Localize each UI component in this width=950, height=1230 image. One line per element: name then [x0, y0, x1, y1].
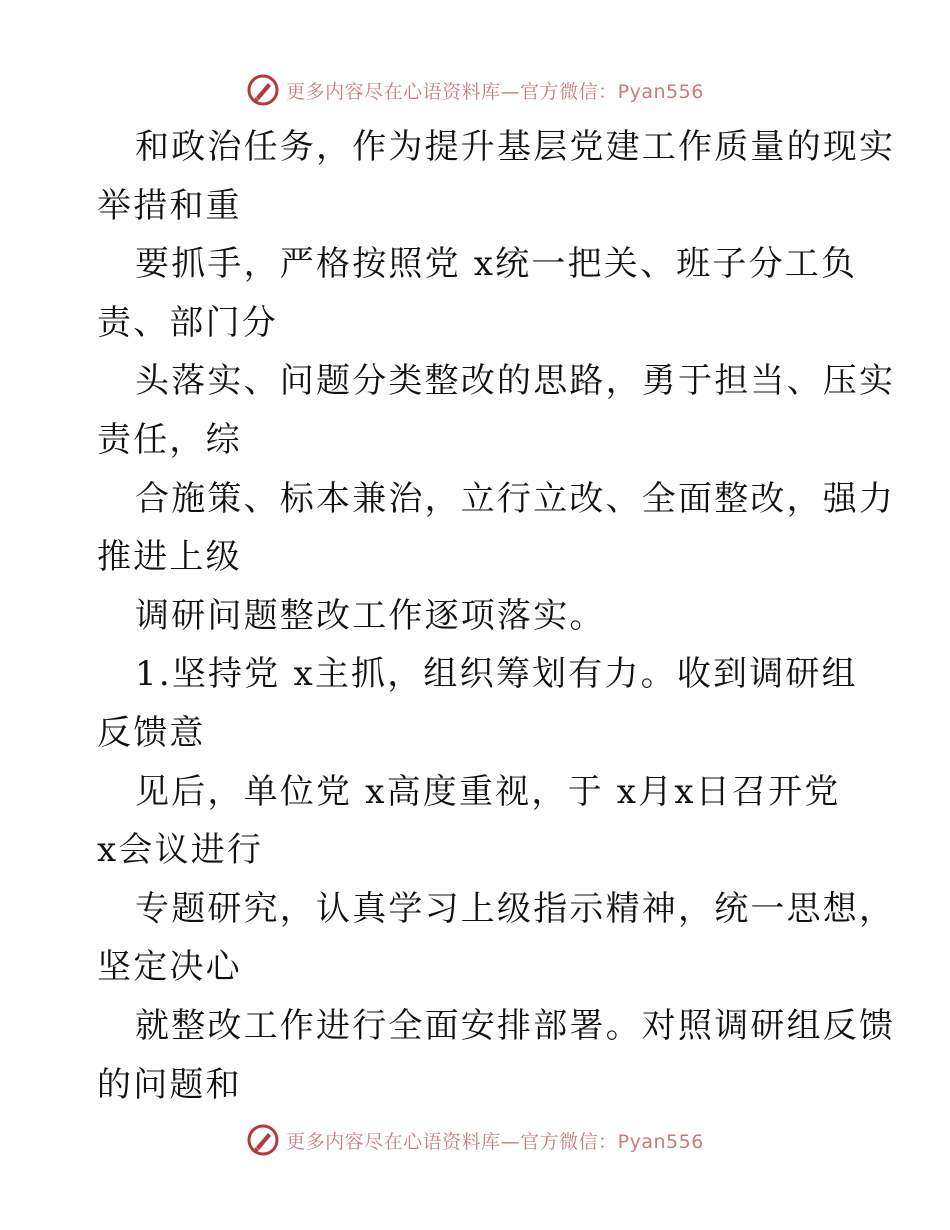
pen-logo-icon	[246, 1123, 280, 1157]
text-line: 1.坚持党 x主抓，组织筹划有力。收到调研组	[135, 654, 858, 695]
document-body	[97, 118, 896, 1114]
text-line: 头落实、问题分类整改的思路，勇于担当、压实	[135, 361, 896, 402]
text-line: 专题研究，认真学习上级指示精神，统一思想，	[135, 888, 896, 929]
text-line: 举措和重	[97, 185, 242, 226]
text-line: 反馈意	[97, 712, 206, 753]
text-line: 就整改工作进行全面安排部署。对照调研组反馈	[135, 1005, 896, 1046]
text-line: 坚定决心	[97, 947, 242, 988]
watermark-text: 更多内容尽在心语资料库—官方微信：Pyan556	[286, 80, 704, 103]
pen-logo-icon	[246, 73, 280, 107]
text-line: 的问题和	[97, 1064, 242, 1105]
footer-watermark	[0, 1120, 950, 1160]
text-line: x会议进行	[97, 830, 264, 871]
text-line: 调研问题整改工作逐项落实。	[135, 595, 606, 636]
text-line: 责任，综	[97, 419, 242, 460]
header-watermark	[0, 70, 950, 110]
text-line: 要抓手，严格按照党 x统一把关、班子分工负	[135, 244, 858, 285]
text-line: 责、部门分	[97, 302, 278, 343]
text-line: 和政治任务，作为提升基层党建工作质量的现实	[135, 127, 896, 167]
watermark-text: 更多内容尽在心语资料库—官方微信：Pyan556	[286, 1130, 704, 1153]
text-line: 合施策、标本兼治，立行立改、全面整改，强力	[135, 478, 896, 519]
text-line: 推进上级	[97, 537, 242, 578]
text-line: 见后，单位党 x高度重视，于 x月x日召开党	[135, 771, 841, 812]
